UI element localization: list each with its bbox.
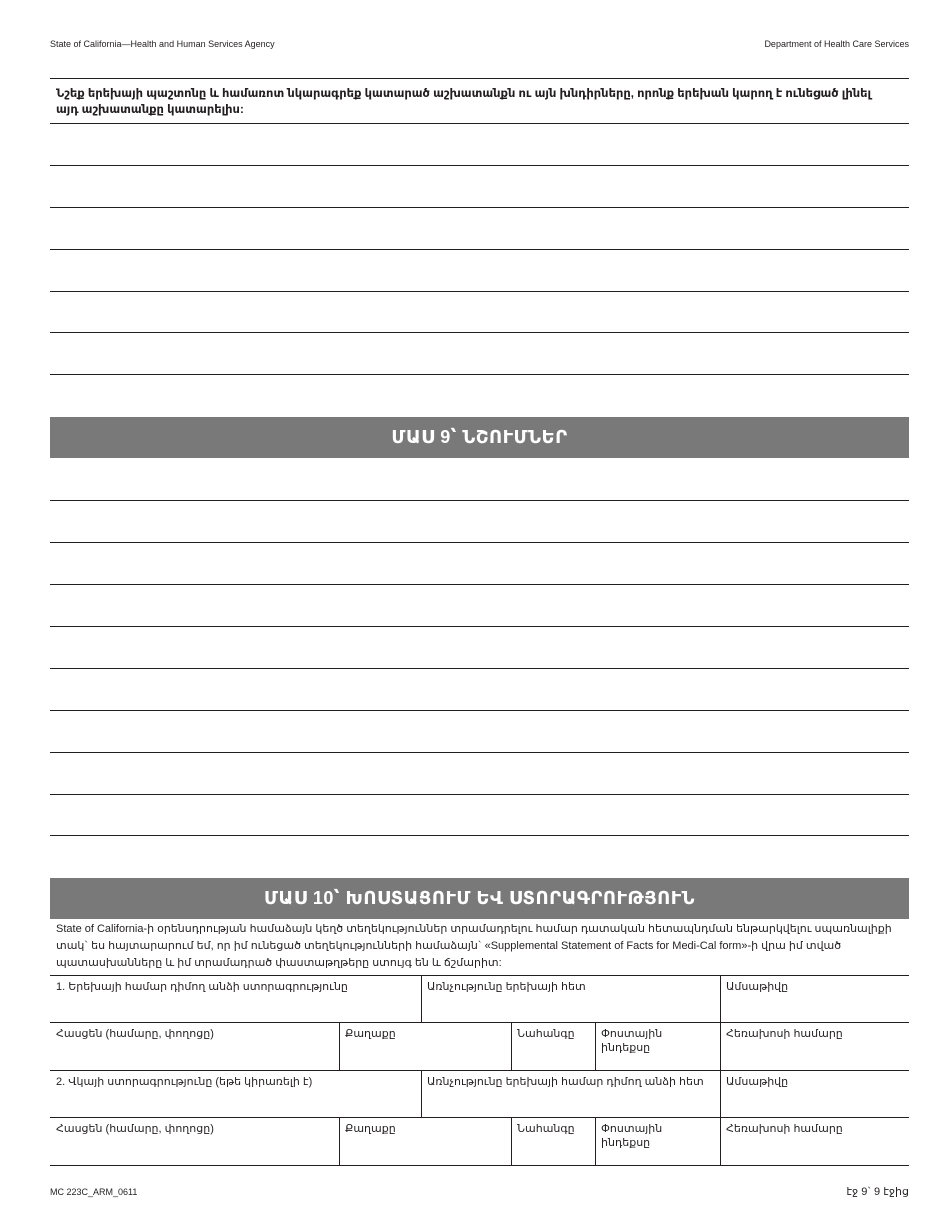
- witness-address-label: Հասցեն (համարը, փողոցը): [56, 1123, 214, 1135]
- department-header: Department of Health Care Services: [764, 39, 909, 49]
- notes-line-5[interactable]: [50, 627, 909, 669]
- notes-line-1[interactable]: [50, 459, 909, 501]
- top-rule: [50, 78, 909, 79]
- applicant-signature-label: 1. Երեխայի համար դիմող անձի ստորագրությունը: [56, 981, 348, 993]
- notes-line-9[interactable]: [50, 794, 909, 836]
- witness-signature-label: 2. Վկայի ստորագրությունը (եթե կիրառելի է): [56, 1076, 313, 1088]
- witness-relationship-field[interactable]: [421, 1071, 720, 1117]
- applicant-city-field[interactable]: [339, 1023, 511, 1070]
- witness-signature-field[interactable]: [50, 1071, 421, 1117]
- declaration-text: State of California-ի օրենսդրության համաձայն կեղծ տեղեկություններ տրամադրելու համար դատական հետապնդման ենթարկվելու սպառնալիքի տակ` ես հայտարարում եմ, որ իմ ունեցած տեղեկությունների համաձայն` «Supplemental Statement of Facts for Medi-Cal form»-ի վրա իմ տված պատասխանները և իմ տրամադրած փաստաթղթերը ստույգ են և ճշմարիտ:: [56, 923, 892, 969]
- work-answer-line-4[interactable]: [50, 250, 909, 292]
- applicant-state-field[interactable]: [511, 1023, 595, 1070]
- applicant-zip-field[interactable]: [595, 1023, 720, 1070]
- notes-line-8[interactable]: [50, 753, 909, 795]
- witness-city-label: Քաղաքը: [345, 1123, 396, 1135]
- witness-relationship-label: Առնչությունը երեխայի համար դիմող անձի հետ: [427, 1076, 704, 1088]
- section-10-banner: ՄԱՍ 10՝ ԽՈՍՏԱՑՈՒՄ ԵՎ ՍՏՈՐԱԳՐՈՒԹՅՈՒՆ: [50, 878, 909, 919]
- work-answer-line-2[interactable]: [50, 166, 909, 208]
- applicant-relationship-field[interactable]: [421, 976, 720, 1022]
- notes-line-6[interactable]: [50, 669, 909, 711]
- witness-phone-field[interactable]: [720, 1118, 909, 1165]
- notes-line-2[interactable]: [50, 501, 909, 543]
- work-question: Նշեք երեխայի պաշտոնը և համառոտ նկարագրեք կատարած աշխատանքն ու այն խնդիրները, որոնք երեխան կարող է ունեցած լինել այդ աշխատանքը կատարելիս:: [56, 88, 872, 116]
- form-page: [50, 0, 909, 1230]
- witness-zip-label: Փոստային ինդեքսը: [601, 1123, 663, 1149]
- applicant-phone-label: Հեռախոսի համարը: [726, 1028, 843, 1040]
- work-answer-line-5[interactable]: [50, 291, 909, 333]
- work-answer-line-6[interactable]: [50, 333, 909, 375]
- notes-line-7[interactable]: [50, 711, 909, 753]
- applicant-city-label: Քաղաքը: [345, 1028, 396, 1040]
- table-rule-5: [50, 1165, 909, 1166]
- work-answer-line-1[interactable]: [50, 124, 909, 166]
- applicant-address-label: Հասցեն (համարը, փողոցը): [56, 1028, 214, 1040]
- applicant-address-field[interactable]: [50, 1023, 339, 1070]
- witness-city-field[interactable]: [339, 1118, 511, 1165]
- witness-zip-field[interactable]: [595, 1118, 720, 1165]
- applicant-zip-label: Փոստային ինդեքսը: [601, 1028, 663, 1054]
- applicant-date-label: Ամսաթիվը: [726, 981, 789, 993]
- applicant-phone-field[interactable]: [720, 1023, 909, 1070]
- witness-state-label: Նահանգը: [517, 1123, 575, 1135]
- form-id: MC 223C_ARM_0611: [50, 1187, 138, 1197]
- applicant-state-label: Նահանգը: [517, 1028, 575, 1040]
- page-number: էջ 9` 9 էջից: [846, 1186, 909, 1198]
- witness-date-label: Ամսաթիվը: [726, 1076, 789, 1088]
- notes-line-3[interactable]: [50, 543, 909, 585]
- witness-state-field[interactable]: [511, 1118, 595, 1165]
- witness-address-field[interactable]: [50, 1118, 339, 1165]
- notes-line-4[interactable]: [50, 585, 909, 627]
- witness-phone-label: Հեռախոսի համարը: [726, 1123, 843, 1135]
- applicant-date-field[interactable]: [720, 976, 909, 1022]
- applicant-relationship-label: Առնչությունը երեխայի հետ: [427, 981, 586, 993]
- agency-header: State of California—Health and Human Services Agency: [50, 39, 275, 49]
- witness-date-field[interactable]: [720, 1071, 909, 1117]
- applicant-signature-field[interactable]: [50, 976, 421, 1022]
- work-answer-line-3[interactable]: [50, 208, 909, 250]
- section-9-banner: ՄԱՍ 9՝ ՆՇՈՒՄՆԵՐ: [50, 417, 909, 458]
